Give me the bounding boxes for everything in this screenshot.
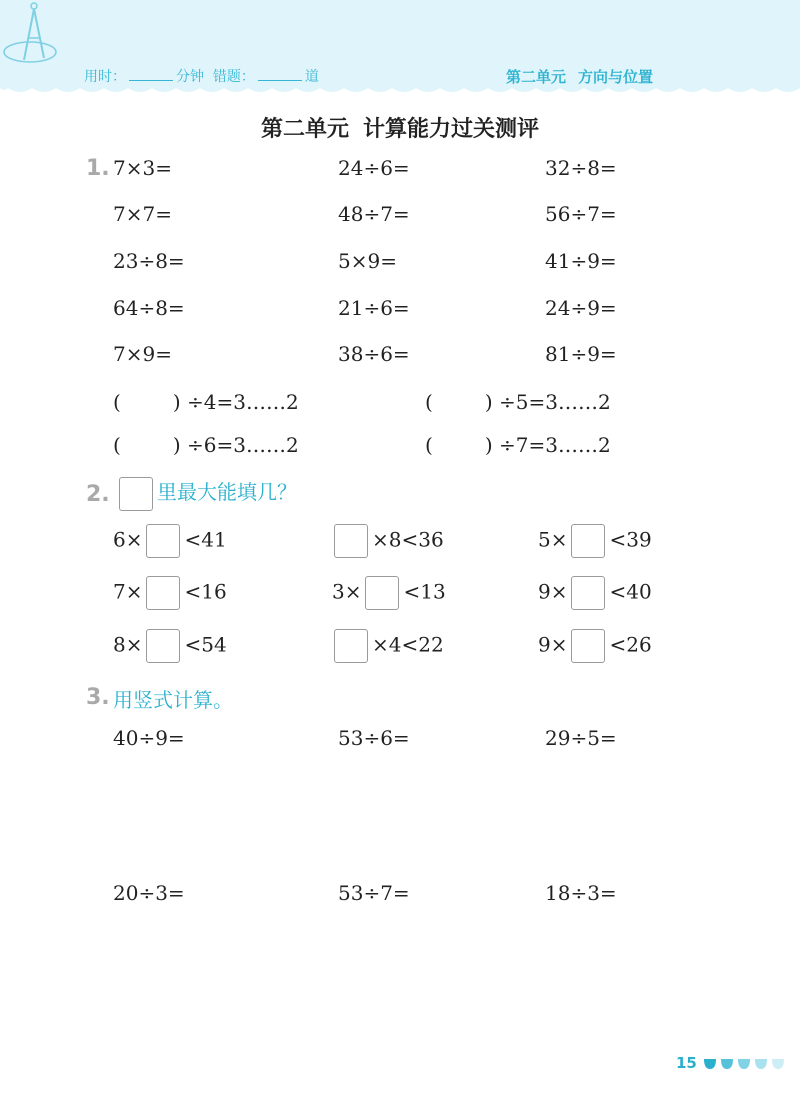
q2-inequality (332, 576, 446, 610)
q1-fill-expr (425, 390, 611, 414)
page-decoration-dots (700, 1056, 792, 1072)
q3-expr: 20÷3= (113, 881, 185, 905)
question-1-number: 1. (86, 156, 110, 181)
q1-expr: 21÷6= (338, 296, 410, 320)
errors-label: 错题： (212, 69, 255, 85)
q3-expr: 29÷5= (545, 726, 617, 750)
fill-expr-text: ÷7=3……2 (498, 433, 611, 457)
fill-expr-text: ÷4=3……2 (186, 390, 299, 414)
question-2-text: 里最大能填几？ (157, 480, 297, 504)
ineq-post: <13 (403, 579, 446, 604)
q1-expr: 64÷8= (113, 296, 185, 320)
q1-expr: 48÷7= (338, 202, 410, 226)
q2-inequality (113, 629, 227, 663)
q1-expr: 24÷6= (338, 156, 410, 180)
page-number: 15 (676, 1054, 697, 1072)
q2-inequality (538, 629, 652, 663)
ineq-pre: 8× (113, 632, 143, 657)
ineq-post: <41 (184, 527, 227, 552)
time-error-record (84, 66, 319, 86)
paren-close: ) (172, 433, 181, 457)
question-3-number: 3. (86, 685, 110, 710)
q2-inequality (538, 524, 652, 558)
ineq-pre: 3× (332, 579, 362, 604)
decoration-dot (721, 1059, 733, 1069)
q3-expr: 53÷6= (338, 726, 410, 750)
q1-expr: 81÷9= (545, 342, 617, 366)
fill-expr-text: ÷5=3……2 (498, 390, 611, 414)
time-label: 用时： (84, 69, 126, 85)
answer-box[interactable] (571, 576, 605, 610)
ineq-pre: 5× (538, 527, 568, 552)
title-name: 计算能力过关测评 (363, 117, 540, 142)
answer-box[interactable] (146, 576, 180, 610)
ineq-pre: 6× (113, 527, 143, 552)
q2-inequality (113, 524, 227, 558)
answer-box[interactable] (571, 524, 605, 558)
q1-expr: 7×3= (113, 156, 172, 180)
title-unit: 第二单元 (260, 117, 349, 142)
ineq-post: <26 (609, 632, 652, 657)
q3-expr: 18÷3= (545, 881, 617, 905)
unit-name: 第二单元 (506, 68, 567, 86)
answer-box[interactable] (365, 576, 399, 610)
decoration-dot (704, 1059, 716, 1069)
q1-expr: 7×9= (113, 342, 172, 366)
ineq-pre: 9× (538, 632, 568, 657)
q2-inequality (330, 524, 444, 558)
ineq-post: <54 (184, 632, 227, 657)
q1-expr: 32÷8= (545, 156, 617, 180)
q1-expr: 56÷7= (545, 202, 617, 226)
ineq-pre: 7× (113, 579, 143, 604)
fill-expr-text: ÷6=3……2 (186, 433, 299, 457)
q3-expr: 53÷7= (338, 881, 410, 905)
q1-expr: 23÷8= (113, 249, 185, 273)
q1-fill-expr (113, 433, 299, 457)
errors-blank[interactable] (258, 68, 302, 81)
unit-topic: 方向与位置 (578, 68, 654, 86)
q2-inequality (330, 629, 444, 663)
paren-close: ) (484, 433, 493, 457)
ineq-post: ×4<22 (372, 632, 444, 657)
example-box (119, 477, 153, 511)
answer-box[interactable] (334, 629, 368, 663)
answer-box[interactable] (334, 524, 368, 558)
question-2-title (119, 476, 297, 511)
decoration-dot (738, 1059, 750, 1069)
ineq-post: <16 (184, 579, 227, 604)
paren-open: ( (113, 390, 121, 414)
q1-expr: 38÷6= (338, 342, 410, 366)
question-3-title: 用竖式计算。 (113, 688, 233, 712)
paren-open: ( (425, 433, 433, 457)
unit-tag (506, 66, 665, 87)
q1-expr: 7×7= (113, 202, 172, 226)
answer-box[interactable] (571, 629, 605, 663)
ineq-pre: 9× (538, 579, 568, 604)
page-title (0, 112, 800, 143)
q1-fill-expr (425, 433, 611, 457)
time-blank[interactable] (129, 68, 173, 81)
ineq-post: ×8<36 (372, 527, 444, 552)
q3-expr: 40÷9= (113, 726, 185, 750)
q2-inequality (113, 576, 227, 610)
minute-unit: 分钟 (176, 69, 204, 85)
answer-box[interactable] (146, 629, 180, 663)
paren-open: ( (113, 433, 121, 457)
paren-close: ) (484, 390, 493, 414)
ineq-post: <40 (609, 579, 652, 604)
q1-expr: 24÷9= (545, 296, 617, 320)
decoration-dot (755, 1059, 767, 1069)
question-unit: 道 (304, 69, 319, 85)
question-2-number: 2. (86, 482, 110, 507)
q2-inequality (538, 576, 652, 610)
paren-close: ) (172, 390, 181, 414)
q1-expr: 41÷9= (545, 249, 617, 273)
decoration-dot (772, 1059, 784, 1069)
answer-box[interactable] (146, 524, 180, 558)
compass-icon (0, 0, 60, 70)
ineq-post: <39 (609, 527, 652, 552)
q1-fill-expr (113, 390, 299, 414)
q1-expr: 5×9= (338, 249, 397, 273)
paren-open: ( (425, 390, 433, 414)
page-header (0, 0, 800, 100)
